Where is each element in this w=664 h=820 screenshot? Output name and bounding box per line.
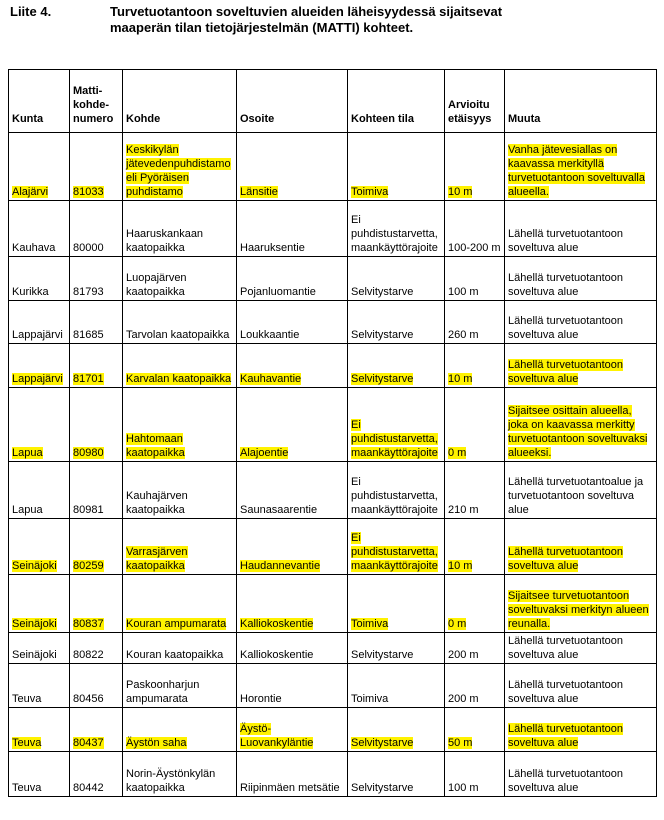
cell-muuta-text: Lähellä turvetuotantoon soveltuva alue [508, 768, 623, 794]
table-row [9, 633, 657, 664]
cell-tila [348, 708, 445, 752]
cell-osoite [237, 519, 348, 575]
cell-osoite-text: Äystö-Luovankyläntie [240, 723, 314, 749]
cell-numero-text: 80822 [73, 649, 104, 661]
cell-etaisyys [445, 388, 505, 462]
cell-tila [348, 201, 445, 257]
cell-muuta-text: Lähellä turvetuotantoon soveltuva alue [508, 723, 623, 749]
cell-tila [348, 257, 445, 301]
cell-osoite-text: Haudannevantie [240, 560, 321, 572]
cell-osoite-text: Pojanluomantie [240, 286, 316, 298]
cell-kunta-text: Lappajärvi [12, 329, 63, 341]
cell-etaisyys [445, 462, 505, 519]
cell-etaisyys-text: 0 m [448, 618, 467, 630]
table-row [9, 344, 657, 388]
cell-osoite [237, 752, 348, 797]
cell-osoite [237, 388, 348, 462]
cell-muuta [505, 575, 657, 633]
table-row [9, 664, 657, 708]
cell-numero-text: 81701 [73, 373, 104, 385]
cell-kunta-text: Seinäjoki [12, 618, 57, 630]
cell-kunta-text: Lapua [12, 504, 43, 516]
column-header-muuta: Muuta [505, 70, 657, 133]
cell-muuta [505, 519, 657, 575]
cell-kohde-text: Norin-Äystönkylän kaatopaikka [126, 768, 216, 794]
cell-kunta [9, 133, 70, 201]
cell-numero [70, 752, 123, 797]
cell-etaisyys [445, 301, 505, 344]
table-row [9, 388, 657, 462]
cell-muuta [505, 133, 657, 201]
cell-kohde-text: Paskoonharjun ampumarata [126, 679, 200, 705]
cell-kohde-text: Kauhajärven kaatopaikka [126, 490, 188, 516]
cell-kunta-text: Lappajärvi [12, 373, 63, 385]
cell-osoite [237, 201, 348, 257]
cell-kohde-text: Luopajärven kaatopaikka [126, 272, 187, 298]
cell-muuta-text: Sijaitsee osittain alueella, joka on kaavassa merkitty turvetuotantoon soveltuvaksi alueeksi. [508, 405, 648, 459]
cell-kunta [9, 257, 70, 301]
cell-tila-text: Selvitystarve [351, 737, 414, 749]
cell-kunta [9, 708, 70, 752]
cell-kunta-text: Teuva [12, 737, 42, 749]
cell-muuta [505, 301, 657, 344]
cell-etaisyys [445, 664, 505, 708]
cell-osoite [237, 257, 348, 301]
column-header-osoite: Osoite [237, 70, 348, 133]
cell-osoite-text: Länsitie [240, 186, 278, 198]
cell-muuta-text: Sijaitsee turvetuotantoon soveltuvaksi merkityn alueen reunalla. [508, 590, 649, 630]
cell-kohde [123, 344, 237, 388]
cell-muuta [505, 664, 657, 708]
cell-kohde [123, 575, 237, 633]
cell-kunta [9, 462, 70, 519]
cell-tila-text: Toimiva [351, 186, 389, 198]
column-header-kohde: Kohde [123, 70, 237, 133]
cell-muuta-text: Vanha jätevesiallas on kaavassa merkityllä turvetuotantoon soveltuvalla alueella. [508, 144, 645, 198]
cell-osoite [237, 462, 348, 519]
table-row [9, 201, 657, 257]
cell-muuta [505, 388, 657, 462]
cell-numero [70, 575, 123, 633]
cell-etaisyys [445, 752, 505, 797]
cell-muuta-text: Lähellä turvetuotantoon soveltuva alue [508, 272, 623, 298]
cell-etaisyys-text: 10 m [448, 560, 473, 572]
cell-osoite-text: Saunasaarentie [240, 504, 318, 516]
cell-numero-text: 80000 [73, 242, 104, 254]
cell-osoite [237, 633, 348, 664]
cell-numero [70, 708, 123, 752]
cell-kohde [123, 519, 237, 575]
cell-kunta-text: Alajärvi [12, 186, 49, 198]
cell-tila-text: Toimiva [351, 693, 389, 705]
cell-kunta-text: Kauhava [12, 242, 56, 254]
column-header-etaisyys: Arvioitu etäisyys [445, 70, 505, 133]
cell-kohde [123, 257, 237, 301]
cell-tila [348, 344, 445, 388]
cell-kohde [123, 633, 237, 664]
cell-osoite [237, 133, 348, 201]
cell-osoite [237, 575, 348, 633]
cell-etaisyys [445, 201, 505, 257]
cell-kunta [9, 633, 70, 664]
cell-etaisyys-text: 260 m [448, 329, 479, 341]
cell-etaisyys-text: 200 m [448, 693, 479, 705]
cell-muuta [505, 708, 657, 752]
cell-kunta [9, 519, 70, 575]
cell-tila-text: Ei puhdistustarvetta, maankäyttörajoite [351, 214, 438, 254]
cell-kohde-text: Keskikylän jätevedenpuhdistamo eli Pyöräisen puhdistamo [126, 144, 231, 198]
cell-tila-text: Selvitystarve [351, 373, 414, 385]
cell-numero-text: 80456 [73, 693, 104, 705]
cell-tila-text: Selvitystarve [351, 649, 414, 661]
cell-kohde [123, 201, 237, 257]
cell-kohde-text: Kouran kaatopaikka [126, 649, 224, 661]
cell-osoite-text: Horontie [240, 693, 282, 705]
cell-kohde [123, 664, 237, 708]
cell-tila [348, 301, 445, 344]
cell-tila-text: Selvitystarve [351, 782, 414, 794]
cell-osoite-text: Kalliokoskentie [240, 618, 314, 630]
cell-tila [348, 575, 445, 633]
cell-kohde [123, 708, 237, 752]
cell-kohde-text: Karvalan kaatopaikka [126, 373, 232, 385]
cell-etaisyys-text: 210 m [448, 504, 479, 516]
matti-sites-table [8, 69, 657, 797]
cell-tila [348, 462, 445, 519]
cell-numero [70, 344, 123, 388]
cell-tila [348, 519, 445, 575]
cell-kohde [123, 752, 237, 797]
table-row [9, 257, 657, 301]
cell-numero-text: 81033 [73, 186, 104, 198]
cell-kunta-text: Lapua [12, 447, 43, 459]
cell-osoite [237, 344, 348, 388]
cell-numero [70, 133, 123, 201]
cell-numero [70, 462, 123, 519]
cell-numero [70, 664, 123, 708]
cell-etaisyys [445, 519, 505, 575]
cell-tila-text: Toimiva [351, 618, 389, 630]
cell-kunta-text: Teuva [12, 693, 42, 705]
cell-numero-text: 80980 [73, 447, 104, 459]
cell-numero-text: 81685 [73, 329, 104, 341]
cell-kunta [9, 201, 70, 257]
cell-osoite-text: Kauhavantie [240, 373, 302, 385]
cell-tila-text: Selvitystarve [351, 329, 414, 341]
cell-muuta [505, 752, 657, 797]
cell-numero-text: 80837 [73, 618, 104, 630]
cell-etaisyys-text: 10 m [448, 373, 473, 385]
cell-etaisyys [445, 344, 505, 388]
cell-kohde-text: Hahtomaan kaatopaikka [126, 433, 185, 459]
column-header-numero: Matti-kohde-numero [70, 70, 123, 133]
cell-numero [70, 301, 123, 344]
cell-numero-text: 80437 [73, 737, 104, 749]
cell-kunta-text: Seinäjoki [12, 649, 57, 661]
cell-kunta [9, 388, 70, 462]
cell-tila [348, 133, 445, 201]
cell-muuta [505, 201, 657, 257]
cell-muuta-text: Lähellä turvetuotantoon soveltuva alue [508, 546, 623, 572]
cell-kunta-text: Teuva [12, 782, 42, 794]
cell-osoite [237, 301, 348, 344]
cell-kunta-text: Seinäjoki [12, 560, 57, 572]
cell-osoite [237, 708, 348, 752]
cell-kohde-text: Varrasjärven kaatopaikka [126, 546, 188, 572]
cell-etaisyys-text: 0 m [448, 447, 467, 459]
cell-numero [70, 257, 123, 301]
cell-numero [70, 388, 123, 462]
cell-kohde-text: Äystön saha [126, 737, 187, 749]
cell-osoite-text: Alajoentie [240, 447, 289, 459]
appendix-title: Turvetuotantoon soveltuvien alueiden läheisyydessä sijaitsevat maaperän tilan tietojärjestelmän (MATTI) kohteet. [110, 4, 503, 35]
cell-muuta-text: Lähellä turvetuotantoon soveltuva alue [508, 679, 623, 705]
cell-numero [70, 201, 123, 257]
table-row [9, 752, 657, 797]
cell-tila [348, 388, 445, 462]
cell-muuta [505, 462, 657, 519]
cell-etaisyys-text: 100 m [448, 782, 479, 794]
cell-muuta [505, 257, 657, 301]
cell-kohde-text: Haaruskankaan kaatopaikka [126, 228, 204, 254]
cell-etaisyys [445, 257, 505, 301]
cell-tila-text: Selvitystarve [351, 286, 414, 298]
column-header-kunta: Kunta [9, 70, 70, 133]
cell-osoite-text: Haaruksentie [240, 242, 305, 254]
cell-kunta-text: Kurikka [12, 286, 49, 298]
cell-kohde [123, 462, 237, 519]
cell-etaisyys [445, 133, 505, 201]
cell-kohde [123, 301, 237, 344]
appendix-label: Liite 4. [10, 4, 52, 19]
cell-kohde [123, 388, 237, 462]
cell-kunta [9, 752, 70, 797]
cell-osoite-text: Loukkaantie [240, 329, 300, 341]
cell-kunta [9, 575, 70, 633]
cell-muuta-text: Lähellä turvetuotantoon soveltuva alue [508, 359, 623, 385]
table-row [9, 708, 657, 752]
cell-muuta-text: Lähellä turvetuotantoon soveltuva alue [508, 228, 623, 254]
cell-muuta [505, 633, 657, 664]
cell-numero [70, 633, 123, 664]
cell-tila [348, 664, 445, 708]
cell-tila [348, 752, 445, 797]
cell-osoite-text: Kalliokoskentie [240, 649, 314, 661]
cell-muuta-text: Lähellä turvetuotantoon soveltuva alue [508, 315, 623, 341]
cell-etaisyys [445, 633, 505, 664]
cell-numero-text: 80442 [73, 782, 104, 794]
cell-kohde-text: Kouran ampumarata [126, 618, 227, 630]
cell-muuta-text: Lähellä turvetuotantoon soveltuva alue [508, 635, 623, 661]
cell-numero [70, 519, 123, 575]
cell-osoite-text: Riipinmäen metsätie [240, 782, 340, 794]
table-row [9, 519, 657, 575]
cell-kohde-text: Tarvolan kaatopaikka [126, 329, 230, 341]
cell-muuta [505, 344, 657, 388]
cell-muuta-text: Lähellä turvetuotantoalue ja turvetuotantoon soveltuva alue [508, 476, 644, 516]
cell-etaisyys-text: 10 m [448, 186, 473, 198]
cell-kohde [123, 133, 237, 201]
cell-etaisyys-text: 200 m [448, 649, 479, 661]
cell-etaisyys-text: 100 m [448, 286, 479, 298]
cell-etaisyys [445, 708, 505, 752]
table-row [9, 133, 657, 201]
cell-tila-text: Ei puhdistustarvetta, maankäyttörajoite [351, 532, 438, 572]
cell-numero-text: 80259 [73, 560, 104, 572]
cell-kunta [9, 664, 70, 708]
cell-etaisyys-text: 100-200 m [448, 242, 501, 254]
cell-etaisyys-text: 50 m [448, 737, 473, 749]
cell-tila [348, 633, 445, 664]
cell-kunta [9, 301, 70, 344]
cell-numero-text: 81793 [73, 286, 104, 298]
cell-numero-text: 80981 [73, 504, 104, 516]
table-row [9, 575, 657, 633]
table-row [9, 301, 657, 344]
cell-tila-text: Ei puhdistustarvetta, maankäyttörajoite [351, 476, 438, 516]
cell-osoite [237, 664, 348, 708]
table-row [9, 462, 657, 519]
column-header-tila: Kohteen tila [348, 70, 445, 133]
cell-etaisyys [445, 575, 505, 633]
cell-kunta [9, 344, 70, 388]
table-header-row [9, 70, 657, 133]
cell-tila-text: Ei puhdistustarvetta, maankäyttörajoite [351, 419, 438, 459]
